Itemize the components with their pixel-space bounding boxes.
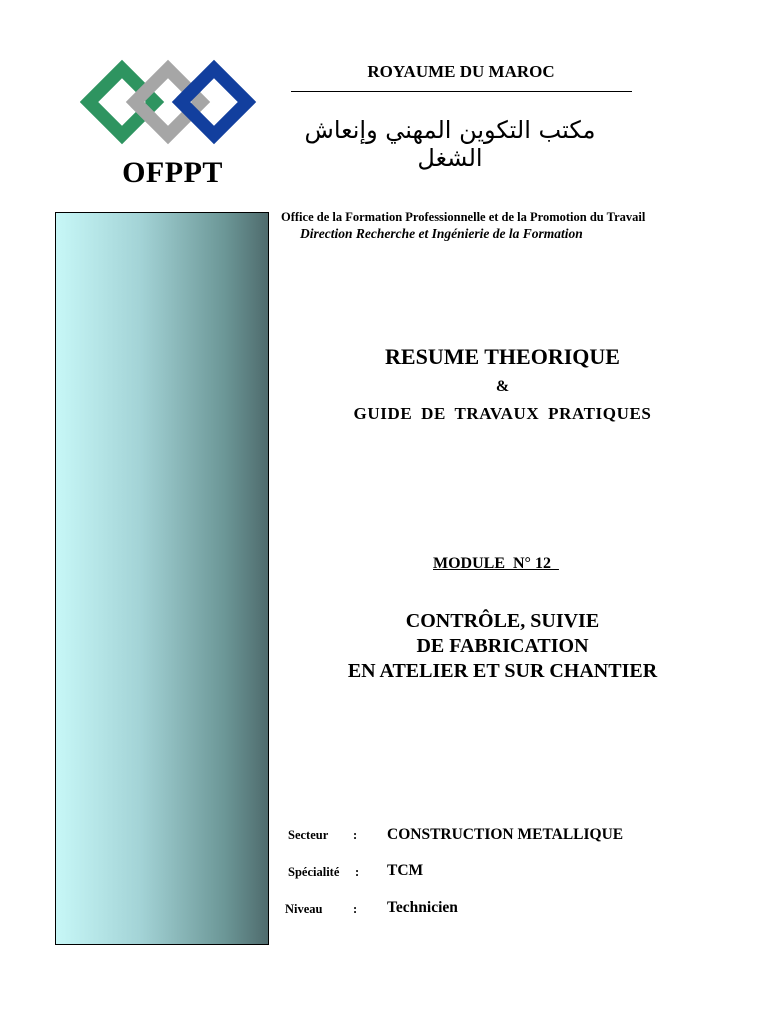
- module-name-line: DE FABRICATION: [416, 635, 589, 657]
- niveau-label: Niveau: [285, 902, 323, 916]
- ampersand: &: [495, 378, 510, 395]
- logo-gray-diamond: [135, 69, 201, 135]
- specialite-label: Spécialité: [288, 865, 340, 879]
- niveau-colon: :: [353, 902, 358, 916]
- kingdom-title: ROYAUME DU MAROC: [367, 62, 555, 81]
- specialite-colon: :: [355, 865, 360, 879]
- logo-green-diamond: [89, 69, 155, 135]
- side-gradient-bar: [55, 212, 269, 945]
- logo-blue-diamond: [181, 69, 247, 135]
- logo-text: OFPPT: [122, 156, 223, 189]
- direction-name: Direction Recherche et Ingénierie de la Formation: [300, 226, 583, 241]
- guide-title: GUIDE DE TRAVAUX PRATIQUES: [353, 404, 652, 423]
- module-name-line: CONTRÔLE, SUIVIE: [405, 610, 600, 632]
- header-rule: [291, 91, 632, 92]
- secteur-label: Secteur: [288, 828, 329, 842]
- module-number: MODULE N° 12: [433, 555, 559, 572]
- module-name-line: EN ATELIER ET SUR CHANTIER: [347, 660, 658, 682]
- arabic-office-name: مكتب التكوين المهني وإنعاش الشغل: [304, 116, 596, 172]
- niveau-value: Technicien: [387, 899, 458, 916]
- resume-title: RESUME THEORIQUE: [385, 344, 620, 369]
- office-name: Office de la Formation Professionnelle et de la Promotion du Travail: [281, 210, 646, 224]
- secteur-value: CONSTRUCTION METALLIQUE: [387, 826, 624, 843]
- specialite-value: TCM: [387, 862, 424, 879]
- secteur-colon: :: [353, 828, 358, 842]
